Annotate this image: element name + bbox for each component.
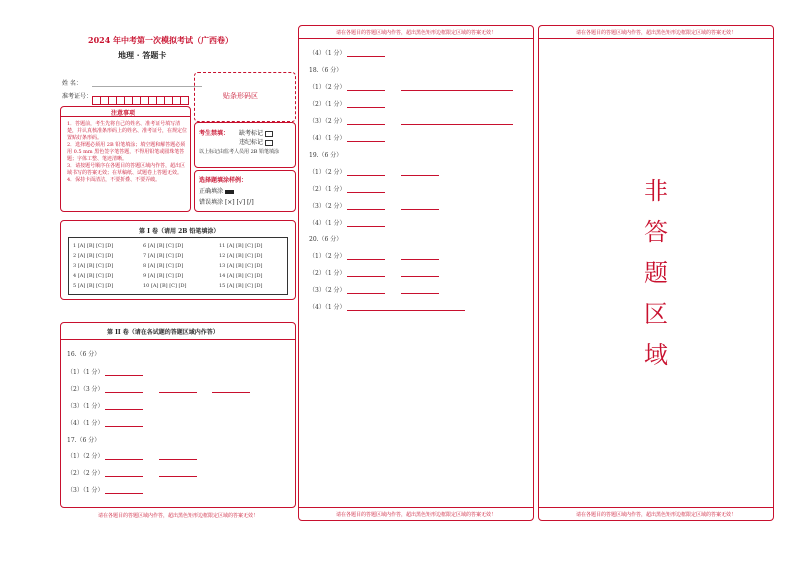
non-answer-char-3: 题 [644,259,668,287]
mcq-question-6[interactable]: 6 [A] [B] [C] [D] [143,243,184,249]
mcq-question-2[interactable]: 2 [A] [B] [C] [D] [73,253,114,259]
q18-part-1-blank-b[interactable] [401,84,513,91]
q20-part-3-blank-b[interactable] [401,287,439,294]
q19-part-2-label: （2）（1 分） [309,186,346,193]
q17-part-4-blank[interactable] [347,50,385,57]
q18-part-4-blank[interactable] [347,135,385,142]
fill-sample-box [194,170,296,212]
notice-box [60,106,191,212]
correct-fill-label: 正确填涂 [199,188,224,195]
notice-item-2: 2．选择题必须用 2B 铅笔填涂；填空题和解答题必须用 0.5 mm 黑色签字笔答题，不得用铅笔或圆珠笔答题；字体工整、笔迹清晰。 [67,142,186,162]
mcq-question-4[interactable]: 4 [A] [B] [C] [D] [73,273,114,279]
q17-part-2-blank-a[interactable] [105,470,143,477]
wrong-fill-label: 错误填涂 [199,199,224,206]
card-title: 2024 年中考第一次模拟考试（广西卷） [88,35,234,45]
section2-box [60,322,296,508]
q19-part-4-blank[interactable] [347,220,385,227]
non-answer-char-4: 区 [644,300,668,328]
q20-part-3-blank-a[interactable] [347,287,385,294]
forbidden-label: 考生禁填： [199,130,230,137]
q20-part-4-blank[interactable] [347,304,465,311]
non-answer-char-5: 域 [644,341,668,369]
q20-part-2-blank-b[interactable] [401,270,439,277]
mcq-question-7[interactable]: 7 [A] [B] [C] [D] [143,253,184,259]
non-answer-char-2: 答 [644,218,668,246]
right-panel [538,25,774,521]
q19-part-4-label: （4）（1 分） [309,220,346,227]
q20-part-3-label: （3）（2 分） [309,287,346,294]
middle-panel [298,25,534,521]
q18-title: 18.（6 分） [309,67,343,74]
q20-part-1-blank-a[interactable] [347,253,385,260]
q19-part-3-blank-b[interactable] [401,203,439,210]
q19-part-1-label: （1）（2 分） [309,169,346,176]
non-answer-char-1: 非 [644,177,668,205]
mcq-question-11[interactable]: 11 [A] [B] [C] [D] [219,243,263,249]
wrong-fill-marks: [×] [√] [/] [224,199,254,206]
id-label: 准考证号： [62,93,93,100]
mcq-question-5[interactable]: 5 [A] [B] [C] [D] [73,283,114,289]
q19-part-3-blank-a[interactable] [347,203,385,210]
mcq-question-12[interactable]: 12 [A] [B] [C] [D] [219,253,263,259]
q20-part-1-blank-b[interactable] [401,253,439,260]
violation-label: 违纪标记 [239,139,264,146]
barcode-label: 贴条形码区 [223,92,258,100]
notice-item-3: 3．请按题号顺序在各题目的答题区域内作答，超出区域书写的答案无效；在草稿纸、试题卷上答题无效。 [67,163,186,176]
q16-title: 16.（6 分） [67,351,101,358]
q18-part-1-label: （1）（2 分） [309,84,346,91]
q16-part-2-label: （2）（3 分） [67,386,104,393]
q16-part-3-blank[interactable] [105,403,143,410]
left-warning: 请在各题目的答题区域内作答，超出黑色矩形边框限定区域的答案无效！ [97,513,258,519]
q16-part-2-blank-a[interactable] [105,386,143,393]
q17-title: 17.（6 分） [67,437,101,444]
q17-part-1-label: （1）（2 分） [67,453,104,460]
q20-part-2-blank-a[interactable] [347,270,385,277]
notice-title: 注意事项 [111,110,136,117]
absent-label: 缺考标记 [239,130,264,137]
q17-part-2-blank-b[interactable] [159,470,197,477]
q16-part-4-label: （4）（1 分） [67,420,104,427]
mcq-question-15[interactable]: 15 [A] [B] [C] [D] [219,283,263,289]
notice-item-1: 1．答题前，考生先将自己的姓名、准考证号填写清楚，并认真核准条形码上的姓名、准考证号，在规定位置贴好条形码。 [67,121,188,141]
absent-mark[interactable] [265,131,273,137]
q16-part-1-label: （1）（1 分） [67,369,104,376]
q17-part-1-blank-b[interactable] [159,453,197,460]
q18-part-2-label: （2）（1 分） [309,101,346,108]
q17-part-2-label: （2）（2 分） [67,470,104,477]
q20-title: 20.（6 分） [309,236,343,243]
right-warning-top: 请在各题目的答题区域内作答，超出黑色矩形边框限定区域的答案无效！ [575,30,736,36]
violation-mark[interactable] [265,140,273,146]
forbidden-note: 以上标记由监考人员用 2B 铅笔填涂 [199,149,280,155]
card-subtitle: 地理 · 答题卡 [118,50,167,60]
q17-part-3-blank[interactable] [105,487,143,494]
barcode-area [194,72,296,122]
q19-part-1-blank-b[interactable] [401,169,439,176]
section1-box [60,220,296,300]
correct-fill-mark [225,190,234,194]
middle-warning-top: 请在各题目的答题区域内作答，超出黑色矩形边框限定区域的答案无效！ [335,30,496,36]
q20-part-4-label: （4）（1 分） [309,304,346,311]
mcq-question-14[interactable]: 14 [A] [B] [C] [D] [219,273,263,279]
mcq-question-9[interactable]: 9 [A] [B] [C] [D] [143,273,184,279]
q19-title: 19.（6 分） [309,152,343,159]
mcq-question-13[interactable]: 13 [A] [B] [C] [D] [219,263,263,269]
q16-part-3-label: （3）（1 分） [67,403,104,410]
q18-part-4-label: （4）（1 分） [309,135,346,142]
notice-item-4: 4．保持卡面清洁，不要折叠、不要弄破。 [67,177,161,183]
section2-title: 第 II 卷（请在各试题的答题区域内作答） [107,329,219,336]
q18-part-3-blank-a[interactable] [347,118,385,125]
q16-part-1-blank[interactable] [105,369,143,376]
q19-part-2-blank[interactable] [347,186,385,193]
mcq-question-10[interactable]: 10 [A] [B] [C] [D] [143,283,187,289]
mcq-question-3[interactable]: 3 [A] [B] [C] [D] [73,263,114,269]
section1-title: 第 I 卷（请用 2B 铅笔填涂） [139,228,220,235]
fill-sample-title: 选择题填涂样例： [199,177,248,184]
q16-part-2-blank-b[interactable] [159,386,197,393]
q18-part-1-blank-a[interactable] [347,84,385,91]
q19-part-1-blank-a[interactable] [347,169,385,176]
q20-part-1-label: （1）（2 分） [309,253,346,260]
name-underline [92,86,202,87]
q19-part-3-label: （3）（2 分） [309,203,346,210]
q20-part-2-label: （2）（1 分） [309,270,346,277]
name-label: 姓 名： [62,80,82,87]
q16-part-2-blank-c[interactable] [212,386,250,393]
middle-warning-bottom: 请在各题目的答题区域内作答，超出黑色矩形边框限定区域的答案无效！ [335,512,496,518]
mcq-question-1[interactable]: 1 [A] [B] [C] [D] [73,243,114,249]
mcq-question-8[interactable]: 8 [A] [B] [C] [D] [143,263,184,269]
q18-part-3-label: （3）（2 分） [309,118,346,125]
q17-part-4-label: （4）（1 分） [309,50,346,57]
q16-part-4-blank[interactable] [105,420,143,427]
q18-part-2-blank[interactable] [347,101,385,108]
forbidden-box [194,122,296,168]
right-warning-bottom: 请在各题目的答题区域内作答，超出黑色矩形边框限定区域的答案无效！ [575,512,736,518]
q17-part-3-label: （3）（1 分） [67,487,104,494]
q18-part-3-blank-b[interactable] [401,118,513,125]
q17-part-1-blank-a[interactable] [105,453,143,460]
